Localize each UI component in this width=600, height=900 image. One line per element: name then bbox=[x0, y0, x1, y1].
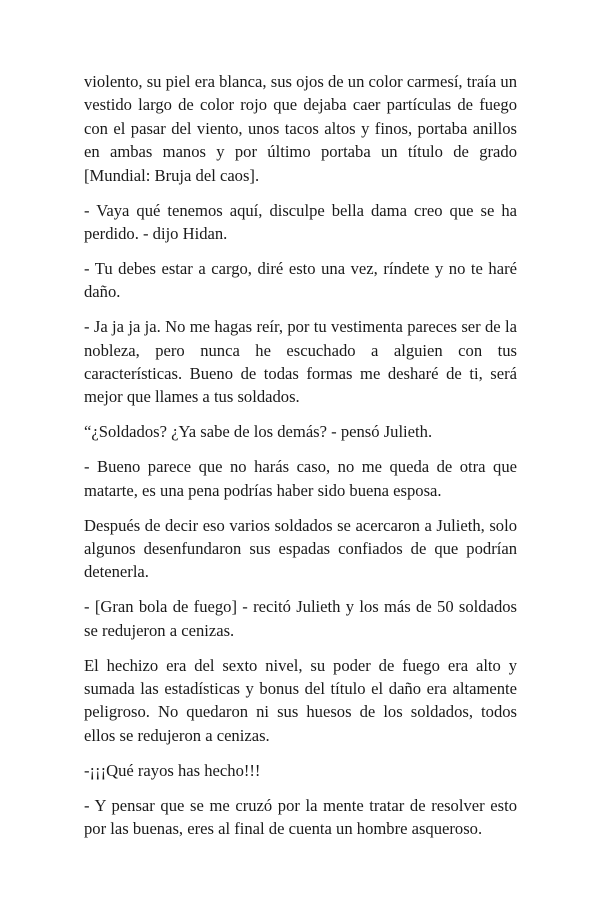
paragraph-hidan-laugh: - Ja ja ja ja. No me hagas reír, por tu vestimenta pareces ser de la nobleza, pero nunca he escuchado a alguien con tus características. Bueno de todas formas me desharé de ti, será mejor que llames a tus soldados. bbox=[84, 317, 517, 407]
paragraph-soldiers-approach: Después de decir eso varios soldados se acercaron a Julieth, solo algunos desenfundaron sus espadas confiados de que podrían detenerla. bbox=[84, 515, 517, 582]
page-body bbox=[84, 70, 517, 852]
paragraph-hidan-threat: - Bueno parece que no harás caso, no me queda de otra que matarte, es una pena podrías haber sido buena esposa. bbox=[84, 457, 517, 500]
paragraph-julieth-warning: - Tu debes estar a cargo, diré esto una vez, ríndete y no te haré daño. bbox=[84, 258, 517, 302]
paragraph-hidan-greeting: - Vaya qué tenemos aquí, disculpe bella dama creo que se ha perdido. - dijo Hidan. bbox=[84, 200, 517, 243]
paragraph-hidan-shout: -¡¡¡Qué rayos has hecho!!! bbox=[84, 760, 261, 780]
paragraph-julieth-thought: “¿Soldados? ¿Ya sabe de los demás? - pensó Julieth. bbox=[84, 422, 433, 442]
paragraph-fireball: - [Gran bola de fuego] - recitó Julieth y los más de 50 soldados se redujeron a cenizas. bbox=[84, 597, 517, 640]
paragraph-spell-description: El hechizo era del sexto nivel, su poder de fuego era alto y sumada las estadísticas y bonus del título el daño era altamente peligroso. No quedaron ni sus huesos de los soldados, todos ellos se redujeron a cenizas. bbox=[84, 655, 517, 745]
paragraph-description: violento, su piel era blanca, sus ojos de un color carmesí, traía un vestido largo de color rojo que dejaba caer partículas de fuego con el pasar del viento, unos tacos altos y finos, portaba anillos en ambas manos y por último portaba un título de grado [Mundial: Bruja del caos]. bbox=[84, 72, 517, 185]
paragraph-julieth-reply: - Y pensar que se me cruzó por la mente tratar de resolver esto por las buenas, eres al final de cuenta un hombre asqueroso. bbox=[84, 795, 517, 838]
